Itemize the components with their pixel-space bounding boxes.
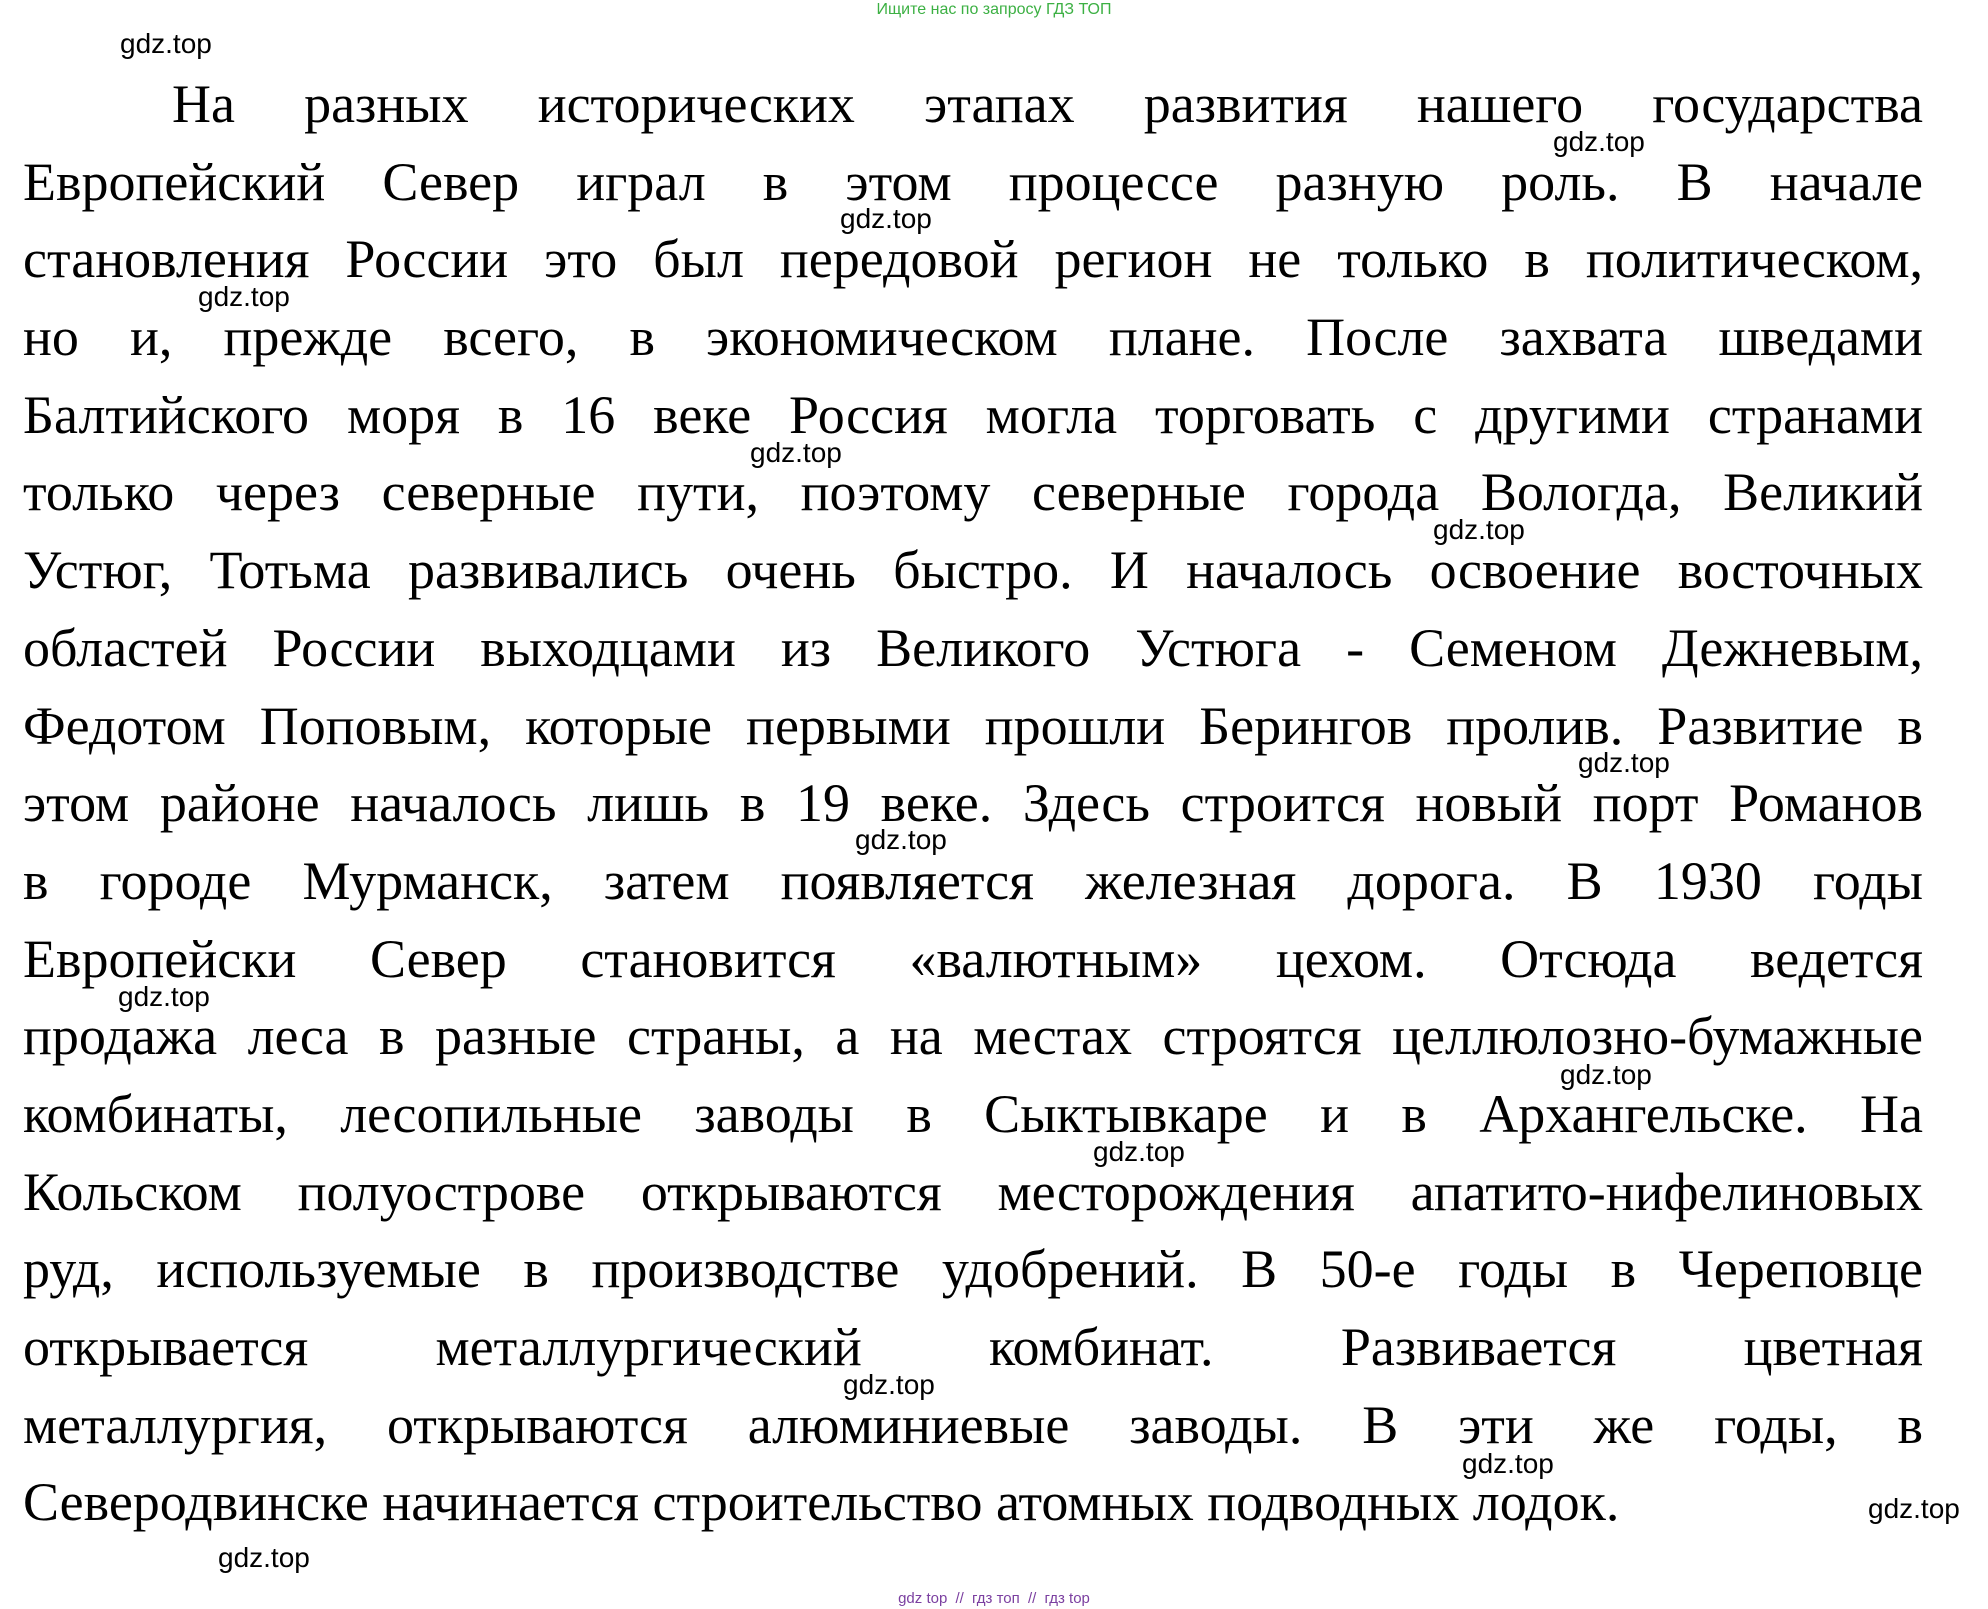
watermark: gdz.top bbox=[1462, 1448, 1554, 1479]
footer-link[interactable]: гдз топ bbox=[972, 1590, 1020, 1607]
text-line: продажа леса в разные страны, а на местах строятся целлюлозно-бумажные bbox=[23, 1006, 1923, 1067]
top-banner: Ищите нас по запросу ГДЗ ТОП bbox=[876, 1, 1112, 18]
watermark: gdz.top bbox=[218, 1542, 310, 1573]
watermark: gdz.top bbox=[840, 203, 932, 234]
text-line: этом районе началось лишь в 19 веке. Здесь строится новый порт Романов bbox=[23, 773, 1923, 834]
watermark: gdz.top bbox=[1553, 126, 1645, 157]
text-line: Европейский Север играл в этом процессе разную роль. В начале bbox=[23, 151, 1923, 212]
text-line: только через северные пути, поэтому северные города Вологда, Великий bbox=[23, 462, 1923, 523]
watermark: gdz.top bbox=[1093, 1136, 1185, 1167]
watermark: gdz.top bbox=[1433, 514, 1525, 545]
text-line: Устюг, Тотьма развивались очень быстро. И началось освоение восточных bbox=[23, 540, 1923, 601]
footer-link[interactable]: gdz top bbox=[898, 1590, 948, 1607]
watermark: gdz.top bbox=[198, 281, 290, 312]
watermark: gdz.top bbox=[843, 1369, 935, 1400]
text-line: Северодвинске начинается строительство атомных подводных лодок. bbox=[23, 1472, 1620, 1533]
watermark: gdz.top bbox=[1560, 1059, 1652, 1090]
watermark: gdz.top bbox=[120, 28, 212, 59]
footer-separator: // bbox=[1027, 1590, 1037, 1607]
text-line: Европейски Север становится «валютным» цехом. Отсюда ведется bbox=[23, 928, 1923, 989]
watermark: gdz.top bbox=[750, 437, 842, 468]
text-line: Кольском полуострове открываются месторождения апатито-нифелиновых bbox=[23, 1161, 1923, 1222]
footer-separator: // bbox=[955, 1590, 964, 1607]
text-line: металлургия, открываются алюминиевые заводы. В эти же годы, в bbox=[23, 1394, 1923, 1455]
watermark: gdz.top bbox=[1578, 747, 1670, 778]
text-line: Федотом Поповым, которые первыми прошли Берингов пролив. Развитие в bbox=[23, 695, 1923, 756]
watermark: gdz.top bbox=[1868, 1493, 1960, 1524]
text-line: руд, используемые в производстве удобрений. В 50-е годы в Череповце bbox=[23, 1239, 1923, 1300]
text-line: Балтийского моря в 16 веке Россия могла торговать с другими странами bbox=[23, 384, 1923, 445]
text-line: становления России это был передовой регион не только в политическом, bbox=[23, 229, 1923, 290]
text-line: комбинаты, лесопильные заводы в Сыктывкаре и в Архангельске. На bbox=[23, 1083, 1923, 1144]
watermark: gdz.top bbox=[118, 981, 210, 1012]
text-line: открывается металлургический комбинат. Развивается цветная bbox=[23, 1317, 1923, 1377]
watermark: gdz.top bbox=[855, 824, 947, 855]
text-line: в городе Мурманск, затем появляется железная дорога. В 1930 годы bbox=[23, 850, 1923, 911]
document-body bbox=[23, 66, 1923, 1542]
text-line: но и, прежде всего, в экономическом плане. После захвата шведами bbox=[23, 307, 1923, 368]
footer-link[interactable]: гдз top bbox=[1044, 1590, 1090, 1607]
footer-links bbox=[0, 1590, 1988, 1608]
text-line: На разных исторических этапах развития нашего государства bbox=[172, 74, 1923, 134]
text-line: областей России выходцами из Великого Устюга - Семеном Дежневым, bbox=[23, 617, 1923, 678]
